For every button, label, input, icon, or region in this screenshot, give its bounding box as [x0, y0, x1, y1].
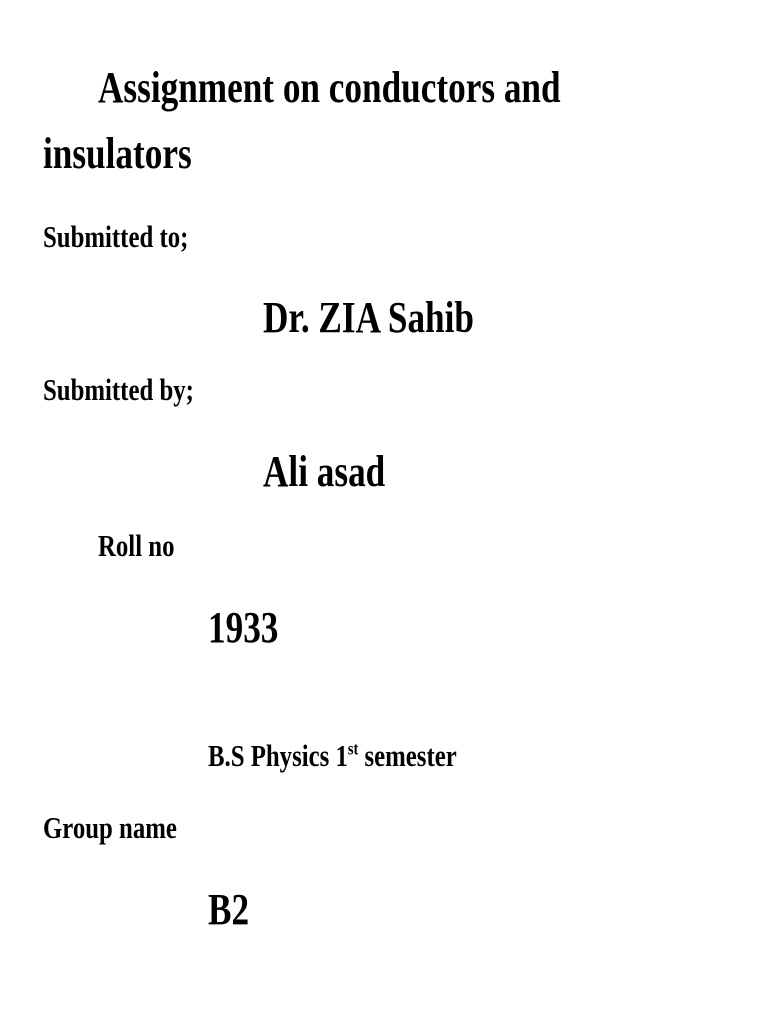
submitted-to-name: Dr. ZIA Sahib	[263, 293, 474, 342]
title-line-2: insulators	[43, 129, 192, 178]
submitted-by-name: Ali asad	[263, 447, 386, 496]
roll-number-label: Roll no	[98, 528, 175, 563]
group-name-value: B2	[208, 885, 250, 934]
submitted-to-label: Submitted to;	[43, 219, 189, 254]
submitted-by-label: Submitted by;	[43, 372, 194, 407]
program-ordinal-suffix: st	[347, 738, 359, 759]
title-line-1: Assignment on conductors and	[98, 63, 561, 112]
program-prefix: B.S Physics 1	[208, 738, 348, 773]
program-suffix: semester	[358, 738, 457, 773]
program-semester	[208, 740, 457, 771]
group-name-label: Group name	[43, 810, 177, 845]
roll-number-value: 1933	[208, 603, 279, 652]
